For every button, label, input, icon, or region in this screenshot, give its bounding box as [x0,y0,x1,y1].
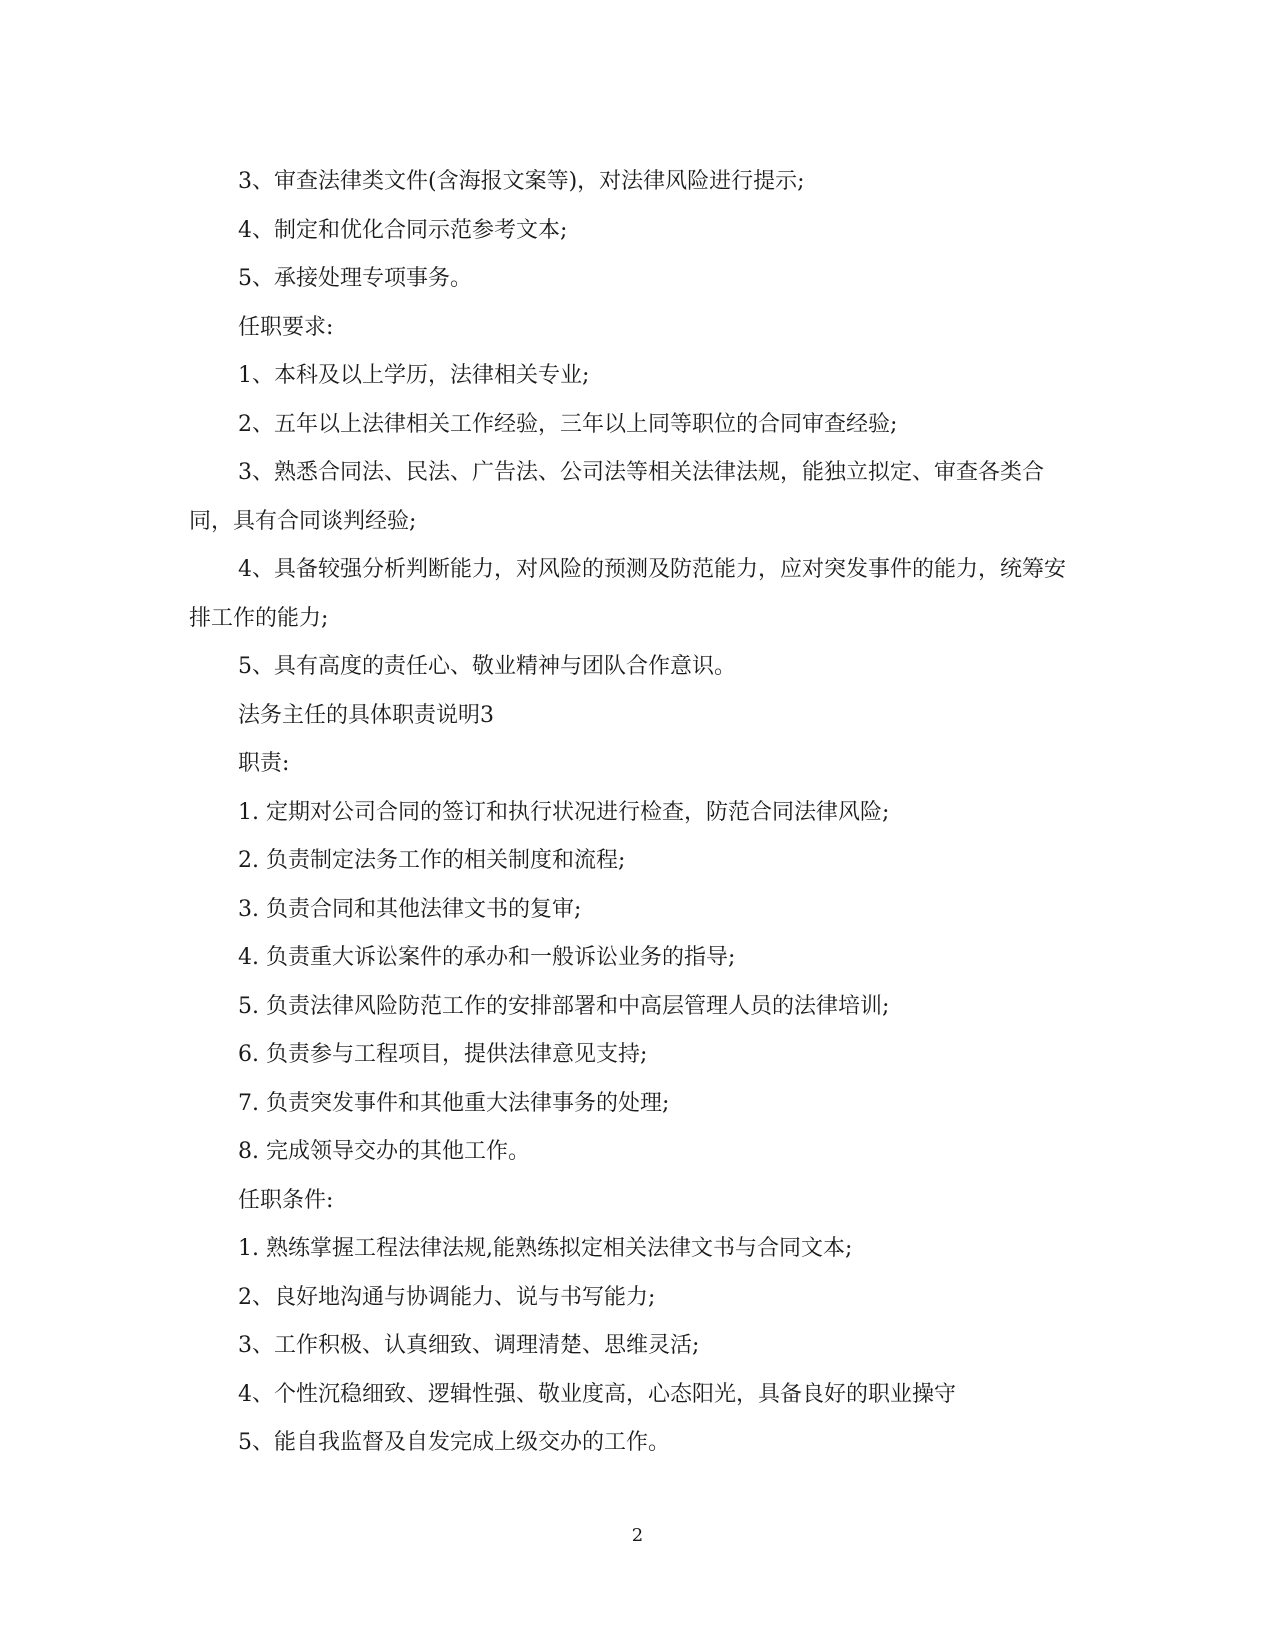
document-body [189,158,1081,1468]
section-heading: 职责: [238,751,290,776]
section-heading: 任职条件: [238,1187,334,1213]
paragraph: 3、工作积极、认真细致、调理清楚、思维灵活; [238,1333,700,1358]
section-heading: 任职要求: [238,314,334,340]
paragraph: 3、审查法律类文件(含海报文案等)，对法律风险进行提示; [238,169,805,194]
paragraph: 3. 负责合同和其他法律文书的复审; [238,896,582,922]
paragraph: 2、五年以上法律相关工作经验，三年以上同等职位的合同审查经验; [238,411,898,437]
paragraph: 3、熟悉合同法、民法、广告法、公司法等相关法律法规，能独立拟定、审查各类合同，具有合同谈判经验; [189,460,1044,534]
paragraph: 1. 定期对公司合同的签订和执行状况进行检查，防范合同法律风险; [238,799,890,825]
paragraph: 8. 完成领导交办的其他工作。 [238,1139,530,1164]
paragraph: 4. 负责重大诉讼案件的承办和一般诉讼业务的指导; [238,945,736,970]
paragraph: 5、能自我监督及自发完成上级交办的工作。 [238,1430,670,1455]
paragraph: 2、良好地沟通与协调能力、说与书写能力; [238,1284,656,1310]
paragraph: 5、具有高度的责任心、敬业精神与团队合作意识。 [238,654,736,679]
paragraph: 4、个性沉稳细致、逻辑性强、敬业度高，心态阳光，具备良好的职业操守 [238,1381,956,1407]
section-title: 法务主任的具体职责说明3 [238,702,494,728]
paragraph: 5、承接处理专项事务。 [238,266,472,291]
paragraph: 2. 负责制定法务工作的相关制度和流程; [238,848,626,873]
paragraph: 1、本科及以上学历，法律相关专业; [238,363,590,388]
paragraph: 4、具备较强分析判断能力，对风险的预测及防范能力，应对突发事件的能力，统筹安排工作的能力; [189,557,1066,631]
paragraph: 5. 负责法律风险防范工作的安排部署和中高层管理人员的法律培训; [238,993,890,1019]
paragraph: 7. 负责突发事件和其他重大法律事务的处理; [238,1090,670,1116]
paragraph: 4、制定和优化合同示范参考文本; [238,217,568,243]
page-number: 2 [631,1525,644,1546]
paragraph: 6. 负责参与工程项目，提供法律意见支持; [238,1042,648,1067]
paragraph: 1. 熟练掌握工程法律法规,能熟练拟定相关法律文书与合同文本; [238,1236,853,1261]
